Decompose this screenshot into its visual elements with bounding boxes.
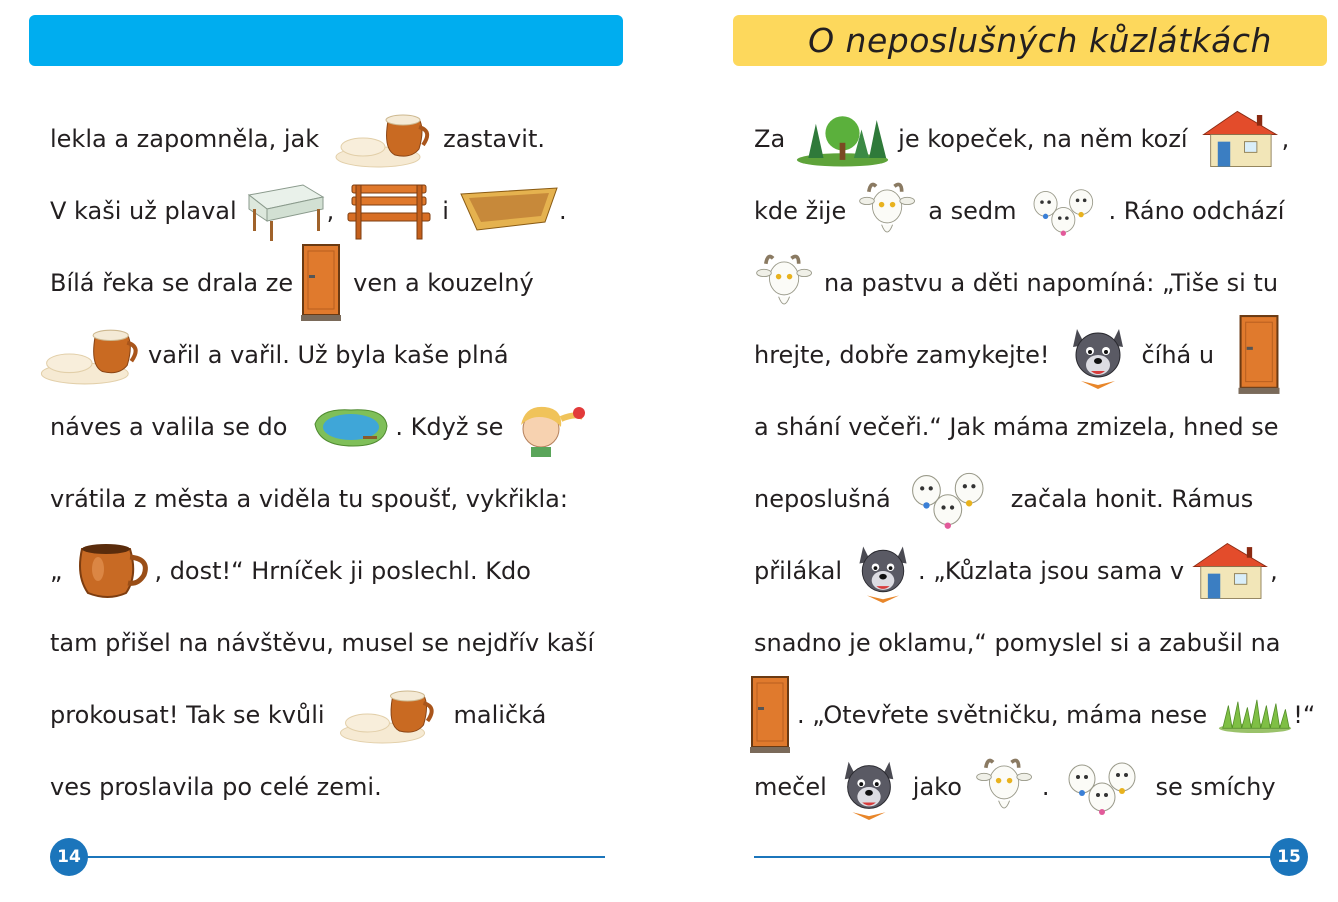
text-segment: . „Kůzlata jsou sama v <box>918 557 1185 585</box>
text-segment: . Ráno odchází <box>1108 197 1285 225</box>
text-segment: . <box>558 197 567 225</box>
text-segment: jako <box>912 773 962 801</box>
door-icon <box>1238 314 1280 396</box>
text-segment: !“ <box>1293 701 1316 729</box>
text-line <box>50 183 567 239</box>
text-line <box>50 543 531 599</box>
text-line <box>50 759 382 815</box>
wolf-icon <box>1063 315 1133 395</box>
text-line <box>36 327 509 383</box>
text-segment: náves a valila se do <box>50 413 288 441</box>
text-segment: na pastvu a děti napomíná: „Tiše si tu <box>824 269 1279 297</box>
text-segment: Za <box>754 125 786 153</box>
text-segment: zastavit. <box>443 125 545 153</box>
text-segment: , <box>326 197 335 225</box>
kids-icon <box>1026 184 1106 238</box>
door-icon <box>301 243 341 323</box>
pot-spill-icon <box>333 109 433 169</box>
text-segment: prokousat! Tak se kvůli <box>50 701 325 729</box>
text-segment: ven a kouzelný <box>353 269 534 297</box>
text-line <box>50 399 589 455</box>
text-line <box>754 183 1284 239</box>
text-segment: vrátila z města a viděla tu spoušť, vykřikla: <box>50 485 568 513</box>
page-number: 14 <box>50 838 88 876</box>
text-segment: snadno je oklamu,“ pomyslel si a zabušil na <box>754 629 1281 657</box>
text-segment: je kopeček, na něm kozí <box>898 125 1188 153</box>
text-segment: lekla a zapomněla, jak <box>50 125 320 153</box>
text-segment: vařil a vařil. Už byla kaše plná <box>148 341 509 369</box>
text-segment: se smíchy <box>1155 773 1276 801</box>
text-segment: přilákal <box>754 557 842 585</box>
grass-icon <box>1217 695 1293 735</box>
text-segment: , dost!“ Hrníček ji poslechl. Kdo <box>154 557 531 585</box>
footer-rule <box>70 856 605 858</box>
text-segment: neposlušná <box>754 485 891 513</box>
kids-icon <box>1060 755 1150 819</box>
text-line <box>50 615 594 671</box>
wolf-icon <box>835 747 903 827</box>
house-icon <box>1200 107 1280 171</box>
text-segment: číhá u <box>1141 341 1215 369</box>
forest-icon <box>795 109 890 169</box>
goat-icon <box>752 251 818 315</box>
text-segment: tam přišel na návštěvu, musel se nejdřív kaší <box>50 629 595 657</box>
goat-icon <box>856 179 920 243</box>
text-segment: i <box>442 197 449 225</box>
text-line <box>50 687 546 743</box>
text-segment: „ <box>50 557 63 585</box>
text-segment: V kaši už plaval <box>50 197 237 225</box>
page-number: 15 <box>1270 838 1308 876</box>
text-segment: kde žije <box>754 197 847 225</box>
text-segment: . „Otevřete světničku, máma nese <box>797 701 1208 729</box>
left-header-bar <box>29 15 623 66</box>
text-segment: a sedm <box>928 197 1017 225</box>
text-segment: hrejte, dobře zamykejte! <box>754 341 1050 369</box>
text-line <box>754 327 1280 383</box>
text-segment: . <box>1041 773 1050 801</box>
text-segment: maličká <box>453 701 547 729</box>
kids-icon <box>903 467 999 531</box>
text-segment: mečel <box>754 773 827 801</box>
text-segment: , <box>1270 557 1278 585</box>
text-line <box>752 255 1278 311</box>
pond-icon <box>311 402 391 452</box>
bench-icon <box>344 181 434 241</box>
text-line <box>50 111 545 167</box>
right-page <box>669 0 1338 902</box>
text-segment: začala honit. Rámus <box>1010 485 1254 513</box>
girl-icon <box>509 397 589 457</box>
text-line <box>754 759 1276 815</box>
text-segment: ves proslavila po celé zemi. <box>50 773 382 801</box>
text-line <box>749 687 1315 743</box>
trough-icon <box>459 186 559 236</box>
right-header-bar <box>733 15 1327 66</box>
jug-icon <box>72 541 152 601</box>
text-line <box>754 543 1278 599</box>
text-segment: Bílá řeka se drala ze <box>50 269 294 297</box>
pot-spill-icon <box>36 324 144 386</box>
house-icon <box>1190 540 1270 602</box>
wolf-icon <box>850 532 916 610</box>
text-line <box>754 471 1253 527</box>
page-title: O neposlušných kůzlátkách <box>808 21 1272 60</box>
text-line <box>50 255 534 311</box>
text-segment: . Když se <box>395 413 504 441</box>
text-line <box>754 399 1279 455</box>
text-line <box>754 111 1289 167</box>
footer-rule <box>754 856 1274 858</box>
goat-icon <box>972 755 1038 819</box>
text-line <box>754 615 1281 671</box>
text-line <box>50 471 568 527</box>
pot-spill-icon <box>335 685 440 745</box>
table-icon <box>245 181 325 241</box>
text-segment: , <box>1281 125 1290 153</box>
text-segment: a shání večeři.“ Jak máma zmizela, hned se <box>754 413 1279 441</box>
door-icon <box>749 675 791 755</box>
